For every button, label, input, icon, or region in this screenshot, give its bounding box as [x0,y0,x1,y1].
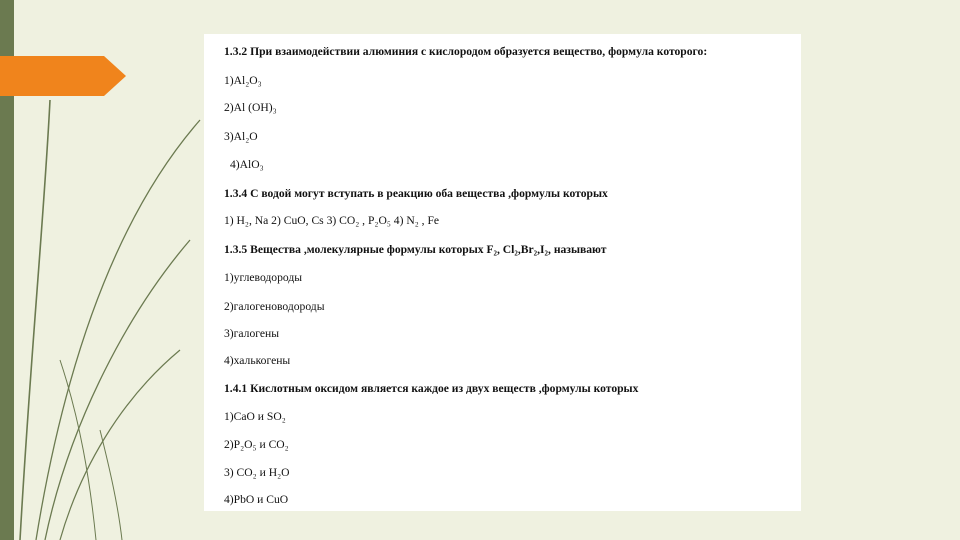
question-heading-1-3-2: 1.3.2 При взаимодействии алюминия с кислородом образуется вещество, формула которого: [224,45,708,58]
q3-option-3: 3)галогены [224,327,279,340]
q4-option-3: 3) CO₂ и H₂O [224,466,290,479]
q3-option-2: 2)галогеноводороды [224,300,325,313]
question-heading-1-3-5: 1.3.5 Вещества ,молекулярные формулы которых F₂, Cl₂,Br₂,I₂, называют [224,243,607,256]
q4-option-4: 4)PbO и CuO [224,493,289,506]
orange-tab-marker [0,56,126,96]
q4-option-2: 2)P₂O₅ и CO₂ [224,438,289,451]
question-heading-1-3-4: 1.3.4 С водой могут вступать в реакцию оба вещества ,формулы которых [224,187,608,200]
q3-option-1: 1)углеводороды [224,271,303,284]
q3-option-4: 4)халькогены [224,354,291,367]
q1-option-2: 2)Al (OH)₃ [224,101,277,114]
q1-option-1: 1)Al₂O₃ [224,74,262,87]
q1-option-3: 3)Al₂O [224,130,258,143]
q4-option-1: 1)CaO и SO₂ [224,410,286,423]
document-page [204,34,801,511]
question-heading-1-4-1: 1.4.1 Кислотным оксидом является каждое из двух веществ ,формулы которых [224,382,639,395]
q2-options-line: 1) H₂, Na 2) CuO, Cs 3) CO₂ , P₂O₅ 4) N₂ , Fe [224,214,440,227]
q1-option-4: 4)AlO₃ [230,158,264,171]
